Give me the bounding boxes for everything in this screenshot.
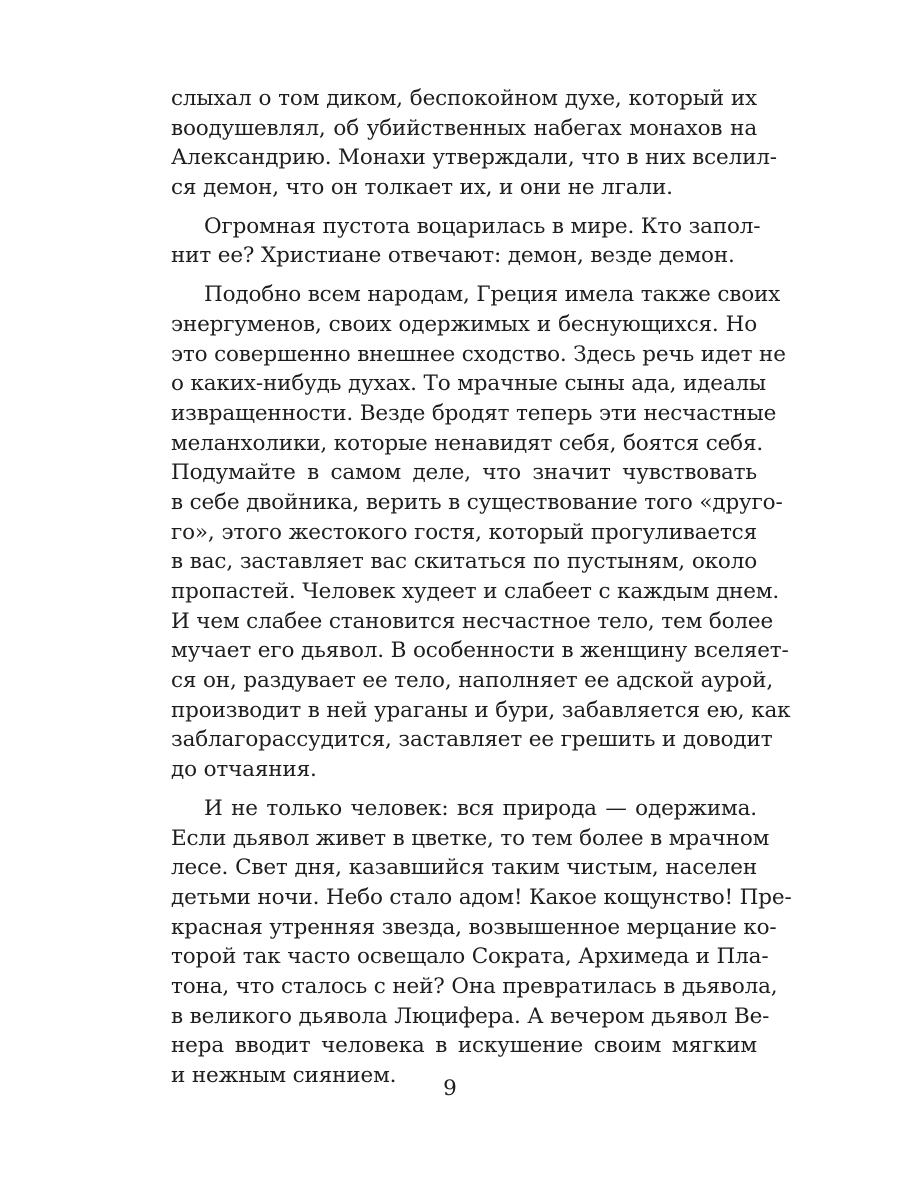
text-line: мучает его дьявол. В особенности в женщину вселяет- (171, 638, 789, 664)
text-line: Александрию. Монахи утверждали, что в них вселил- (171, 145, 777, 171)
text-line: Подумайте в самом деле, что значит чувствовать (171, 460, 757, 486)
body-text (171, 84, 792, 1100)
text-line: нера вводит человека в искушение своим мягким (171, 1033, 757, 1059)
text-line: заблагорассудится, заставляет ее грешить и доводит (171, 727, 773, 753)
text-line: пропастей. Человек худеет и слабеет с каждым днем. (171, 579, 780, 604)
text-line: ся он, раздувает ее тело, наполняет ее адской аурой, (171, 668, 774, 694)
text-line: нит ее? Христиане отвечают: демон, везде демон. (171, 243, 735, 269)
text-line: го», этого жестокого гостя, который прогуливается (171, 519, 757, 545)
text-line: производит в ней ураганы и бури, забавляется ею, как (171, 697, 791, 723)
text-line: Если дьявол живет в цветке, то тем более в мрачном (171, 825, 770, 851)
page-number: 9 (443, 1076, 457, 1101)
text-line: ся демон, что он толкает их, и они не лгали. (171, 175, 673, 201)
paragraph-3 (171, 280, 791, 785)
text-line: и нежным сиянием. (171, 1063, 397, 1088)
text-line: в вас, заставляет вас скитаться по пустыням, около (171, 549, 757, 575)
text-line: торой так часто освещало Сократа, Архимеда и Пла- (171, 944, 769, 970)
text-line: И чем слабее становится несчастное тело, тем более (171, 608, 774, 634)
text-line: Огромная пустота воцарилась в мире. Кто запол- (204, 213, 761, 239)
paragraph-2 (171, 212, 761, 271)
text-line: это совершенно внешнее сходство. Здесь речь идет не (171, 341, 786, 367)
text-line: слыхал о том диком, беспокойном духе, который их (171, 86, 757, 111)
text-line: И не только человек: вся природа — одержима. (204, 795, 757, 821)
text-line: детьми ночи. Небо стало адом! Какое кощунство! Пре- (171, 884, 792, 910)
text-line: меланхолики, которые ненавидят себя, боятся себя. (171, 430, 764, 456)
paragraph-4 (171, 794, 792, 1091)
text-line: в себе двойника, верить в существование того «друго- (171, 489, 783, 515)
text-line: лесе. Свет дня, казавшийся таким чистым, населен (171, 855, 757, 881)
text-line: тона, что сталось с ней? Она превратилась в дьявола, (171, 973, 778, 999)
text-line: энергуменов, своих одержимых и беснующихся. Но (171, 311, 757, 337)
text-line: Подобно всем народам, Греция имела также своих (204, 282, 781, 308)
paragraph-1 (171, 84, 777, 203)
text-line: в великого дьявола Люцифера. А вечером дьявол Ве- (171, 1003, 770, 1029)
text-line: до отчаяния. (171, 757, 317, 783)
text-line: воодушевлял, об убийственных набегах монахов на (171, 115, 757, 141)
text-line: о каких-нибудь духах. То мрачные сыны ада, идеалы (171, 371, 766, 397)
text-line: извращенности. Везде бродят теперь эти несчастные (171, 400, 777, 426)
text-line: красная утренняя звезда, возвышенное мерцание ко- (171, 914, 777, 940)
